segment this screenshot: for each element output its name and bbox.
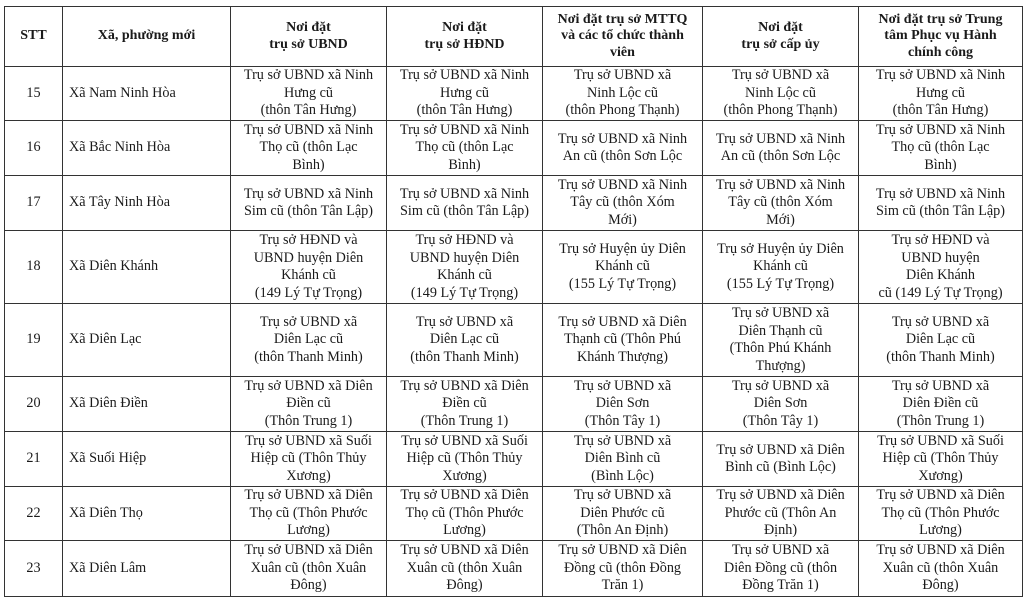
- cap-uy-office-cell: [703, 231, 859, 304]
- public-service-center-cell-text: Trụ sở UBND xã Suối Hiệp cũ (Thôn Thủy Xương): [877, 432, 1004, 484]
- commune-name-cell: [63, 121, 231, 176]
- stt-cell: [5, 176, 63, 231]
- hdnd-office-cell-text: Trụ sở UBND xã Diên Lạc cũ (thôn Thanh Minh): [410, 313, 519, 365]
- cap-uy-office-cell: [703, 121, 859, 176]
- commune-name-cell-text: Xã Diên Lạc: [69, 331, 142, 348]
- commune-name-cell-text: Xã Diên Thọ: [69, 504, 143, 521]
- ubnd-office-cell: [231, 541, 387, 597]
- public-service-center-cell: [859, 377, 1023, 432]
- ubnd-office-cell-text: Trụ sở UBND xã Ninh Hưng cũ (thôn Tân Hưng): [243, 67, 374, 119]
- commune-name-cell-text: Xã Nam Ninh Hòa: [69, 84, 176, 101]
- ubnd-office-cell: [231, 304, 387, 377]
- header-ubnd: Nơi đặt trụ sở UBND: [231, 7, 387, 67]
- cap-uy-office-cell: [703, 67, 859, 121]
- stt-cell: [5, 432, 63, 487]
- stt-cell: [5, 487, 63, 541]
- offices-table: [4, 6, 1023, 597]
- public-service-center-cell-text: Trụ sở UBND xã Ninh Sim cũ (thôn Tân Lập): [875, 185, 1006, 219]
- stt-cell: [5, 231, 63, 304]
- cap-uy-office-cell-text: Trụ sở UBND xã Diên Bình cũ (Bình Lộc): [716, 441, 845, 475]
- stt-cell-text: 17: [26, 194, 41, 211]
- mttq-office-cell-text: Trụ sở UBND xã Diên Sơn (Thôn Tây 1): [573, 377, 672, 429]
- cap-uy-office-cell-text: Trụ sở UBND xã Diên Thạnh cũ (Thôn Phú Khánh Thượng): [729, 305, 832, 374]
- hdnd-office-cell-text: Trụ sở UBND xã Ninh Sim cũ (thôn Tân Lập): [399, 185, 530, 219]
- hdnd-office-cell-text: Trụ sở UBND xã Diên Xuân cũ (thôn Xuân Đông): [400, 542, 529, 594]
- commune-name-cell-text: Xã Diên Lâm: [69, 559, 147, 576]
- mttq-office-cell: [543, 541, 703, 597]
- cap-uy-office-cell-text: Trụ sở UBND xã Ninh Lộc cũ (thôn Phong Thạnh): [723, 67, 838, 119]
- stt-cell-text: 23: [26, 559, 41, 576]
- hdnd-office-cell: [387, 176, 543, 231]
- stt-cell-text: 16: [26, 139, 41, 156]
- ubnd-office-cell-text: Trụ sở UBND xã Ninh Sim cũ (thôn Tân Lập): [243, 185, 374, 219]
- ubnd-office-cell: [231, 176, 387, 231]
- mttq-office-cell: [543, 377, 703, 432]
- mttq-office-cell-text: Trụ sở UBND xã Diên Phước cũ (Thôn An Định): [573, 487, 672, 539]
- mttq-office-cell-text: Trụ sở UBND xã Ninh An cũ (thôn Sơn Lộc: [557, 130, 688, 164]
- ubnd-office-cell: [231, 487, 387, 541]
- stt-cell-text: 19: [26, 331, 41, 348]
- header-cap-uy: Nơi đặt trụ sở cấp ủy: [703, 7, 859, 67]
- hdnd-office-cell: [387, 121, 543, 176]
- commune-name-cell: [63, 432, 231, 487]
- commune-name-cell-text: Xã Diên Điền: [69, 395, 148, 412]
- table-row: [5, 304, 1023, 377]
- stt-cell-text: 15: [26, 84, 41, 101]
- public-service-center-cell: [859, 487, 1023, 541]
- hdnd-office-cell: [387, 432, 543, 487]
- cap-uy-office-cell-text: Trụ sở UBND xã Diên Đồng cũ (thôn Đồng Trăn 1): [723, 542, 838, 594]
- ubnd-office-cell-text: Trụ sở UBND xã Suối Hiệp cũ (Thôn Thủy Xương): [245, 432, 372, 484]
- commune-name-cell-text: Xã Tây Ninh Hòa: [69, 194, 170, 211]
- commune-name-cell-text: Xã Diên Khánh: [69, 258, 159, 275]
- stt-cell-text: 18: [26, 258, 41, 275]
- cap-uy-office-cell-text: Trụ sở UBND xã Diên Sơn (Thôn Tây 1): [731, 377, 830, 429]
- mttq-office-cell-text: Trụ sở UBND xã Diên Đồng cũ (thôn Đồng Trăn 1): [558, 542, 687, 594]
- commune-name-cell: [63, 304, 231, 377]
- commune-name-cell: [63, 67, 231, 121]
- public-service-center-cell-text: Trụ sở UBND xã Diên Điền cũ (Thôn Trung 1): [891, 377, 990, 429]
- mttq-office-cell: [543, 67, 703, 121]
- mttq-office-cell: [543, 304, 703, 377]
- public-service-center-cell-text: Trụ sở UBND xã Diên Xuân cũ (thôn Xuân Đông): [876, 542, 1005, 594]
- mttq-office-cell-text: Trụ sở Huyện ủy Diên Khánh cũ (155 Lý Tự Trọng): [559, 240, 686, 292]
- commune-name-cell-text: Xã Bắc Ninh Hòa: [69, 139, 171, 156]
- ubnd-office-cell-text: Trụ sở UBND xã Ninh Thọ cũ (thôn Lạc Bình): [243, 121, 374, 173]
- mttq-office-cell: [543, 176, 703, 231]
- stt-cell: [5, 121, 63, 176]
- hdnd-office-cell: [387, 377, 543, 432]
- table-row: [5, 176, 1023, 231]
- commune-name-cell: [63, 487, 231, 541]
- public-service-center-cell: [859, 121, 1023, 176]
- commune-name-cell: [63, 377, 231, 432]
- cap-uy-office-cell-text: Trụ sở Huyện ủy Diên Khánh cũ (155 Lý Tự Trọng): [717, 240, 844, 292]
- public-service-center-cell-text: Trụ sở UBND xã Diên Lạc cũ (thôn Thanh Minh): [886, 313, 995, 365]
- ubnd-office-cell: [231, 432, 387, 487]
- header-public-service-center: Nơi đặt trụ sở Trung tâm Phục vụ Hành chính công: [859, 7, 1023, 67]
- header-hdnd: Nơi đặt trụ sở HĐND: [387, 7, 543, 67]
- ubnd-office-cell-text: Trụ sở UBND xã Diên Lạc cũ (thôn Thanh Minh): [254, 313, 363, 365]
- header-mttq: Nơi đặt trụ sở MTTQ và các tổ chức thành viên: [543, 7, 703, 67]
- cap-uy-office-cell: [703, 432, 859, 487]
- hdnd-office-cell: [387, 487, 543, 541]
- stt-cell-text: 22: [26, 504, 41, 521]
- public-service-center-cell: [859, 231, 1023, 304]
- hdnd-office-cell-text: Trụ sở UBND xã Ninh Thọ cũ (thôn Lạc Bình): [399, 121, 530, 173]
- mttq-office-cell-text: Trụ sở UBND xã Diên Bình cũ (Bình Lộc): [573, 432, 672, 484]
- hdnd-office-cell-text: Trụ sở UBND xã Diên Thọ cũ (Thôn Phước Lương): [400, 487, 529, 539]
- public-service-center-cell: [859, 67, 1023, 121]
- mttq-office-cell: [543, 487, 703, 541]
- public-service-center-cell: [859, 541, 1023, 597]
- cap-uy-office-cell-text: Trụ sở UBND xã Ninh An cũ (thôn Sơn Lộc: [715, 130, 846, 164]
- hdnd-office-cell: [387, 231, 543, 304]
- cap-uy-office-cell: [703, 541, 859, 597]
- mttq-office-cell: [543, 432, 703, 487]
- cap-uy-office-cell: [703, 304, 859, 377]
- ubnd-office-cell: [231, 231, 387, 304]
- table-row: [5, 487, 1023, 541]
- table-row: [5, 231, 1023, 304]
- mttq-office-cell-text: Trụ sở UBND xã Diên Thạnh cũ (Thôn Phú Khánh Thượng): [558, 313, 687, 365]
- cap-uy-office-cell: [703, 377, 859, 432]
- hdnd-office-cell: [387, 541, 543, 597]
- mttq-office-cell: [543, 121, 703, 176]
- stt-cell-text: 21: [26, 450, 41, 467]
- public-service-center-cell: [859, 176, 1023, 231]
- stt-cell: [5, 67, 63, 121]
- ubnd-office-cell-text: Trụ sở HĐND và UBND huyện Diên Khánh cũ (149 Lý Tự Trọng): [253, 232, 364, 301]
- public-service-center-cell-text: Trụ sở UBND xã Ninh Thọ cũ (thôn Lạc Bình): [875, 121, 1006, 173]
- table-row: [5, 121, 1023, 176]
- ubnd-office-cell-text: Trụ sở UBND xã Diên Xuân cũ (thôn Xuân Đông): [244, 542, 373, 594]
- ubnd-office-cell-text: Trụ sở UBND xã Diên Thọ cũ (Thôn Phước Lương): [244, 487, 373, 539]
- ubnd-office-cell: [231, 377, 387, 432]
- stt-cell: [5, 377, 63, 432]
- public-service-center-cell-text: Trụ sở UBND xã Diên Thọ cũ (Thôn Phước Lương): [876, 487, 1005, 539]
- cap-uy-office-cell: [703, 176, 859, 231]
- public-service-center-cell-text: Trụ sở UBND xã Ninh Hưng cũ (thôn Tân Hưng): [875, 67, 1006, 119]
- hdnd-office-cell: [387, 67, 543, 121]
- cap-uy-office-cell-text: Trụ sở UBND xã Ninh Tây cũ (thôn Xóm Mới): [715, 176, 846, 228]
- ubnd-office-cell: [231, 67, 387, 121]
- public-service-center-cell-text: Trụ sở HĐND và UBND huyện Diên Khánh cũ (149 Lý Tự Trọng): [878, 232, 1003, 301]
- stt-cell: [5, 304, 63, 377]
- header-stt: STT: [5, 7, 63, 67]
- mttq-office-cell-text: Trụ sở UBND xã Ninh Lộc cũ (thôn Phong Thạnh): [565, 67, 680, 119]
- ubnd-office-cell-text: Trụ sở UBND xã Diên Điền cũ (Thôn Trung 1): [244, 377, 373, 429]
- hdnd-office-cell-text: Trụ sở UBND xã Suối Hiệp cũ (Thôn Thủy Xương): [401, 432, 528, 484]
- ubnd-office-cell: [231, 121, 387, 176]
- header-row: [5, 7, 1023, 67]
- stt-cell-text: 20: [26, 395, 41, 412]
- hdnd-office-cell-text: Trụ sở UBND xã Diên Điền cũ (Thôn Trung 1): [400, 377, 529, 429]
- table-row: [5, 541, 1023, 597]
- mttq-office-cell: [543, 231, 703, 304]
- table-row: [5, 377, 1023, 432]
- stt-cell: [5, 541, 63, 597]
- cap-uy-office-cell: [703, 487, 859, 541]
- table-row: [5, 432, 1023, 487]
- cap-uy-office-cell-text: Trụ sở UBND xã Diên Phước cũ (Thôn An Định): [716, 487, 845, 539]
- commune-name-cell: [63, 176, 231, 231]
- commune-name-cell-text: Xã Suối Hiệp: [69, 450, 147, 467]
- hdnd-office-cell-text: Trụ sở HĐND và UBND huyện Diên Khánh cũ (149 Lý Tự Trọng): [409, 232, 520, 301]
- hdnd-office-cell-text: Trụ sở UBND xã Ninh Hưng cũ (thôn Tân Hưng): [399, 67, 530, 119]
- public-service-center-cell: [859, 304, 1023, 377]
- commune-name-cell: [63, 231, 231, 304]
- table-row: [5, 67, 1023, 121]
- commune-name-cell: [63, 541, 231, 597]
- hdnd-office-cell: [387, 304, 543, 377]
- header-commune: Xã, phường mới: [63, 7, 231, 67]
- public-service-center-cell: [859, 432, 1023, 487]
- mttq-office-cell-text: Trụ sở UBND xã Ninh Tây cũ (thôn Xóm Mới): [557, 176, 688, 228]
